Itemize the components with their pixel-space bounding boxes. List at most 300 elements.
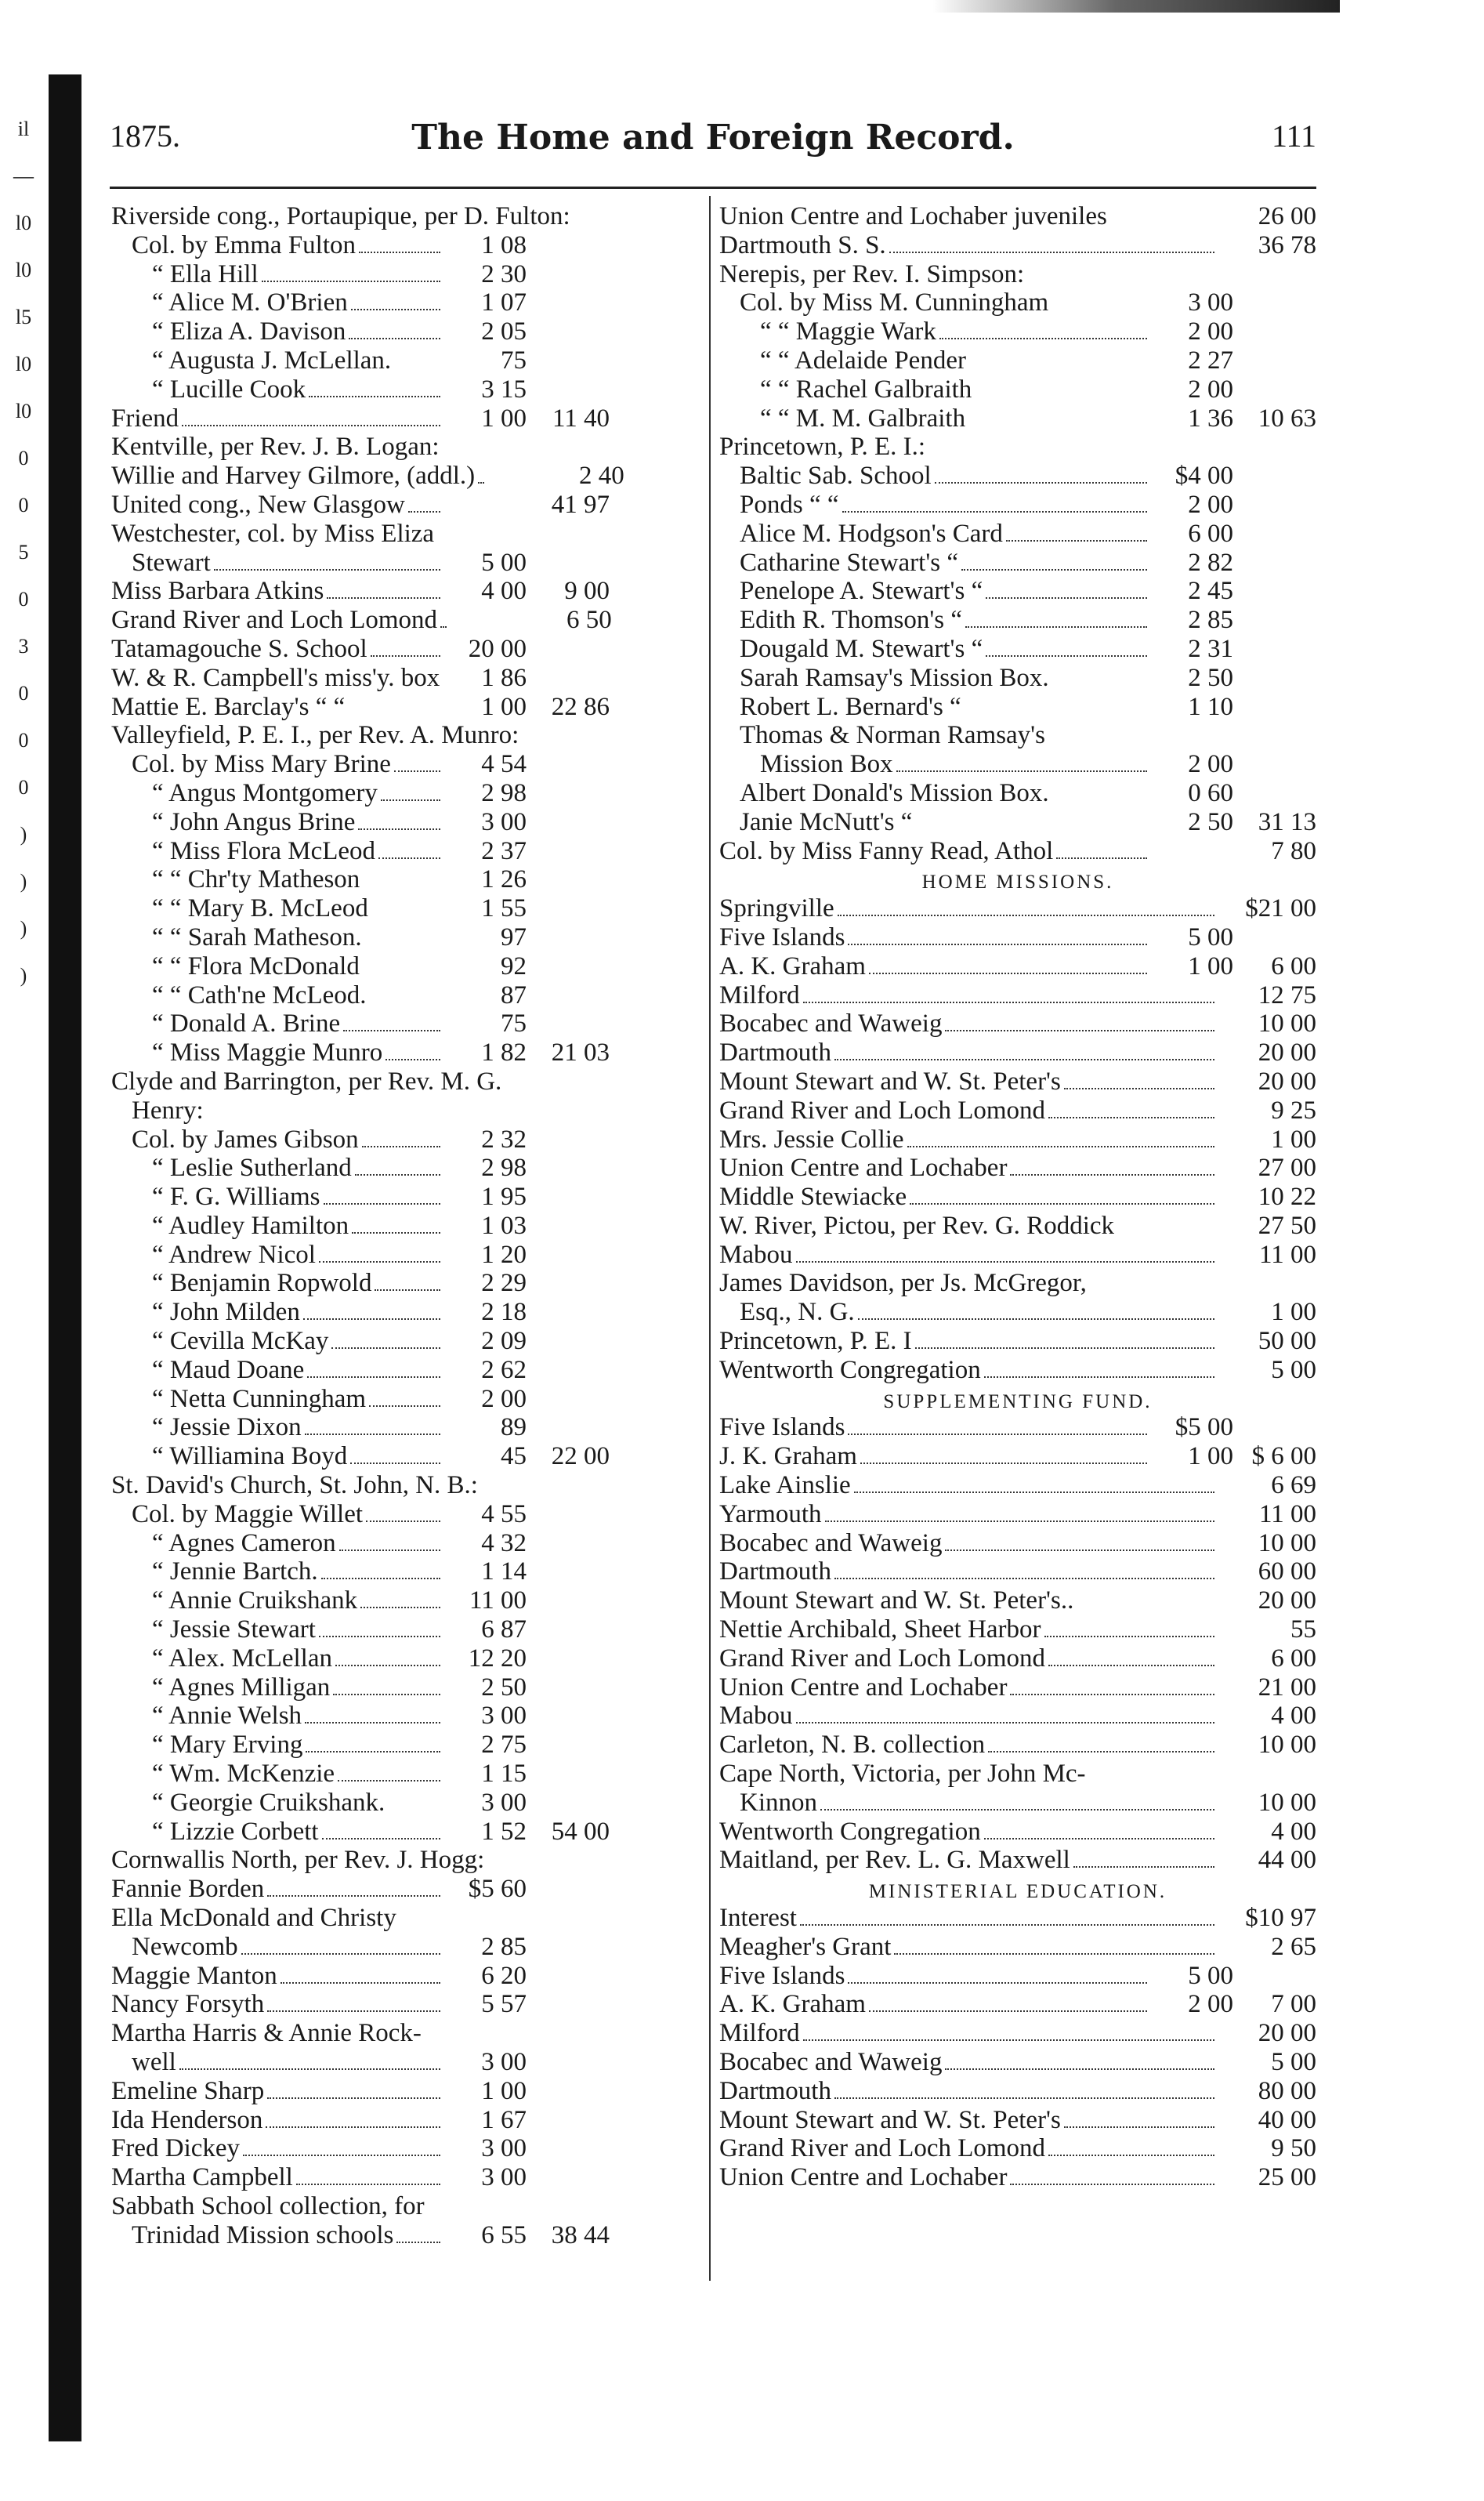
entry-label: W. River, Pictou, per Rev. G. Roddick — [719, 1211, 1115, 1240]
gutter-mark: ) — [20, 823, 27, 846]
dot-leader — [834, 1578, 1214, 1579]
dot-leader — [848, 1434, 1147, 1435]
entry-label: Mount Stewart and W. St. Peter's.. — [719, 1586, 1074, 1615]
dot-leader — [179, 2068, 440, 2070]
dot-leader — [860, 1463, 1147, 1464]
dot-leader — [362, 1146, 440, 1147]
amount-cell: 75 — [501, 346, 527, 375]
dot-leader — [331, 1347, 440, 1349]
amount-cell: 27 00 — [1258, 1154, 1316, 1183]
entry-label: well — [132, 2048, 176, 2076]
dot-leader — [796, 1722, 1215, 1724]
entry-label: Ponds “ “ — [740, 490, 839, 519]
entry-label: Miss Barbara Atkins — [111, 577, 324, 606]
ledger-row — [111, 1933, 693, 1962]
entry-label: Cornwallis North, per Rev. J. Hogg: — [111, 1846, 485, 1875]
amount-cell: 11 40 — [552, 404, 610, 433]
entry-label: “ Wm. McKenzie — [152, 1760, 335, 1789]
ledger-row — [111, 346, 693, 375]
dot-leader — [1006, 540, 1147, 542]
ledger-row — [719, 1096, 1316, 1125]
ledger-row — [719, 837, 1316, 866]
dot-leader — [327, 597, 440, 599]
dot-leader — [381, 799, 440, 801]
amount-cell: 2 00 — [1188, 375, 1233, 404]
gutter-mark: ) — [20, 870, 27, 893]
dot-leader — [321, 1578, 440, 1579]
ledger-row — [111, 577, 693, 606]
amount-cell: 25 00 — [1258, 2163, 1316, 2192]
ledger-row — [111, 288, 693, 317]
entry-label: Fred Dickey — [111, 2134, 241, 2163]
dot-leader — [349, 338, 440, 339]
dot-leader — [305, 1722, 440, 1724]
dot-leader — [351, 309, 440, 310]
ledger-row — [719, 520, 1316, 549]
amount-cell: 5 00 — [1271, 1355, 1316, 1384]
ledger-row — [719, 1009, 1316, 1038]
amount-cell: 2 32 — [481, 1125, 527, 1154]
entry-label: Mission Box — [760, 750, 893, 779]
dot-leader — [267, 1895, 440, 1897]
ledger-row — [719, 1962, 1316, 1991]
gutter-mark: l0 — [15, 259, 32, 281]
entry-label: “ Jennie Bartch. — [152, 1557, 318, 1586]
entry-label: Riverside cong., Portaupique, per D. Fulton: — [111, 202, 570, 230]
entry-label: Five Islands — [719, 1961, 845, 1990]
entry-label: Edith R. Thomson's “ — [740, 606, 963, 635]
entry-label: “ “ Rachel Galbraith — [760, 375, 972, 404]
amount-cell: 2 98 — [481, 1154, 527, 1183]
dot-leader — [945, 1550, 1214, 1551]
ledger-row — [719, 1067, 1316, 1096]
amount-cell: 2 31 — [1188, 634, 1233, 663]
dot-leader — [375, 1289, 440, 1291]
entry-label: “ Jessie Stewart — [152, 1615, 316, 1644]
dot-leader — [889, 252, 1214, 253]
page-number: 111 — [1271, 118, 1316, 154]
entry-label: Emeline Sharp — [111, 2076, 265, 2105]
entry-label: “ “ Mary B. McLeod — [152, 894, 368, 923]
dot-leader — [858, 1318, 1214, 1320]
amount-cell: 2 98 — [481, 778, 527, 807]
entry-label: “ “ Maggie Wark — [760, 317, 936, 346]
amount-cell: 2 45 — [1188, 577, 1233, 606]
amount-cell: 1 26 — [481, 865, 527, 894]
entry-label: Dartmouth — [719, 2076, 831, 2105]
entry-label: “ “ M. M. Galbraith — [760, 404, 966, 433]
ledger-row — [111, 375, 693, 404]
amount-cell: 2 75 — [481, 1731, 527, 1760]
entry-label: Bocabec and Waweig — [719, 2048, 943, 2076]
amount-cell: 97 — [501, 922, 527, 951]
ledger-row — [111, 2134, 693, 2163]
entry-label: Middle Stewiacke — [719, 1183, 907, 1212]
ledger-row — [719, 2048, 1316, 2077]
amount-cell: 1 15 — [481, 1760, 527, 1789]
entry-label: A. K. Graham — [719, 951, 866, 980]
ledger-row — [719, 894, 1316, 923]
dot-leader — [945, 1030, 1214, 1031]
dot-leader — [834, 2097, 1214, 2099]
dot-leader — [305, 1434, 440, 1435]
entry-label: Union Centre and Lochaber juveniles — [719, 202, 1107, 230]
dot-leader — [907, 1146, 1214, 1147]
entry-label: Yarmouth — [719, 1499, 822, 1528]
amount-cell: 1 36 — [1188, 404, 1233, 433]
left-column — [111, 202, 693, 2250]
amount-cell: 10 00 — [1258, 1528, 1316, 1557]
ledger-row — [719, 1038, 1316, 1067]
amount-cell: 22 86 — [551, 692, 610, 721]
entry-label: “ “ Sarah Matheson. — [152, 922, 362, 951]
dot-leader — [986, 655, 1147, 657]
amount-cell: 2 00 — [481, 1384, 527, 1413]
amount-cell: 10 00 — [1258, 1009, 1316, 1038]
amount-cell: 31 13 — [1258, 807, 1316, 836]
ledger-row — [719, 1212, 1316, 1241]
entry-label: Tatamagouche S. School — [111, 634, 367, 663]
dot-leader — [267, 2010, 440, 2012]
entry-label: Col. by Miss Fanny Read, Athol — [719, 836, 1054, 865]
ledger-row — [719, 808, 1316, 837]
ledger-row — [111, 865, 693, 894]
ledger-row — [719, 1298, 1316, 1327]
dot-leader — [408, 511, 440, 513]
ledger-row — [111, 404, 693, 433]
entry-label: Col. by Miss M. Cunningham — [740, 288, 1049, 317]
entry-label: “ “ Cath'ne McLeod. — [152, 980, 367, 1009]
amount-cell: 4 00 — [481, 577, 527, 606]
dot-leader — [820, 1809, 1214, 1811]
entry-label: Albert Donald's Mission Box. — [740, 778, 1049, 807]
ledger-row — [111, 606, 693, 635]
ledger-row — [111, 1557, 693, 1586]
amount-cell: 1 20 — [481, 1240, 527, 1269]
ledger-row — [111, 952, 693, 981]
gutter-mark: 0 — [18, 447, 29, 469]
entry-label: Five Islands — [719, 922, 845, 951]
amount-cell: 2 18 — [481, 1298, 527, 1327]
amount-cell: 26 00 — [1258, 202, 1316, 230]
entry-label: Union Centre and Lochaber — [719, 1154, 1008, 1183]
dot-leader — [825, 1521, 1214, 1522]
entry-label: Dartmouth — [719, 1557, 831, 1586]
ledger-row — [111, 1586, 693, 1615]
entry-label: “ Mary Erving — [152, 1731, 303, 1760]
ledger-row — [111, 1212, 693, 1241]
dot-leader — [322, 1838, 440, 1840]
dot-leader — [1010, 1174, 1214, 1176]
amount-cell: 2 30 — [481, 259, 527, 288]
ledger-row — [111, 1241, 693, 1270]
dot-leader — [854, 1492, 1214, 1493]
ledger-row — [719, 2163, 1316, 2192]
amount-cell: 5 00 — [1188, 1961, 1233, 1990]
amount-cell: 12 75 — [1258, 980, 1316, 1009]
ledger-row — [111, 1298, 693, 1327]
dot-leader — [1010, 2184, 1214, 2185]
ledger-row — [719, 750, 1316, 779]
amount-cell: $5 00 — [1175, 1413, 1233, 1442]
entry-label: Bocabec and Waweig — [719, 1528, 943, 1557]
amount-cell: 21 03 — [551, 1038, 610, 1067]
amount-cell: 2 50 — [1188, 663, 1233, 692]
amount-cell: 2 00 — [1188, 750, 1233, 779]
ledger-row — [111, 1269, 693, 1298]
entry-label: Ida Henderson — [111, 2105, 263, 2134]
ledger-row — [719, 1990, 1316, 2019]
amount-cell: 3 00 — [481, 1702, 527, 1731]
dot-leader — [360, 1607, 440, 1608]
ledger-row — [719, 1413, 1316, 1442]
amount-cell: 6 00 — [1188, 519, 1233, 548]
amount-cell: 1 86 — [481, 663, 527, 692]
dot-leader — [385, 1059, 440, 1060]
amount-cell: 2 85 — [1188, 606, 1233, 635]
dot-leader — [848, 944, 1147, 945]
entry-label: Westchester, col. by Miss Eliza — [111, 519, 435, 548]
entry-label: Mrs. Jessie Collie — [719, 1125, 904, 1154]
dot-leader — [243, 2155, 440, 2156]
amount-cell: 3 00 — [1188, 288, 1233, 317]
entry-label: Grand River and Loch Lomond — [719, 1096, 1046, 1125]
ledger-row — [111, 1673, 693, 1702]
entry-label: Mabou — [719, 1702, 793, 1731]
ledger-row — [111, 2019, 693, 2048]
dot-leader — [986, 597, 1147, 599]
amount-cell: 10 63 — [1258, 404, 1316, 433]
gutter-mark: 3 — [18, 635, 29, 658]
amount-cell: 7 80 — [1271, 836, 1316, 865]
gutter-marks — [0, 118, 47, 1011]
ledger-row — [111, 923, 693, 952]
entry-label: Grand River and Loch Lomond — [719, 1644, 1046, 1673]
amount-cell: 1 14 — [481, 1557, 527, 1586]
ledger-row — [719, 577, 1316, 606]
ledger-row — [719, 1673, 1316, 1702]
entry-label: St. David's Church, St. John, N. B.: — [111, 1471, 478, 1500]
entry-label: Wentworth Congregation — [719, 1355, 981, 1384]
entry-label: Thomas & Norman Ramsay's — [740, 721, 1045, 750]
amount-cell: 10 00 — [1258, 1731, 1316, 1760]
amount-cell: $5 60 — [468, 1875, 527, 1904]
entry-label: Friend — [111, 404, 179, 433]
ledger-row — [719, 1702, 1316, 1731]
entry-label: Mount Stewart and W. St. Peter's — [719, 1067, 1061, 1096]
amount-cell: $10 97 — [1245, 1904, 1316, 1933]
amount-cell: 2 00 — [1188, 490, 1233, 519]
ledger-row — [111, 1644, 693, 1673]
ledger-row — [719, 1356, 1316, 1385]
entry-label: Penelope A. Stewart's “ — [740, 577, 983, 606]
entry-label: Col. by Maggie Willet — [132, 1499, 364, 1528]
entry-label: “ Augusta J. McLellan. — [152, 346, 392, 375]
dot-leader — [359, 252, 440, 253]
entry-label: “ Donald A. Brine — [152, 1009, 341, 1038]
ledger-row — [111, 721, 693, 750]
section-heading: SUPPLEMENTING FUND. — [883, 1390, 1153, 1412]
ledger-row — [111, 1529, 693, 1558]
dot-leader — [984, 1376, 1214, 1378]
entry-label: Nerepis, per Rev. I. Simpson: — [719, 259, 1025, 288]
amount-cell: 38 44 — [551, 2220, 610, 2249]
ledger-row — [719, 1731, 1316, 1760]
entry-label: Bocabec and Waweig — [719, 1009, 943, 1038]
ledger-row — [111, 2077, 693, 2106]
entry-label: Dougald M. Stewart's “ — [740, 634, 983, 663]
gutter-mark: 0 — [18, 588, 29, 611]
dot-leader — [350, 1463, 440, 1464]
amount-cell: 4 55 — [481, 1499, 527, 1528]
ledger-row — [111, 1904, 693, 1933]
ledger-row — [719, 2019, 1316, 2048]
dot-leader — [307, 1376, 440, 1378]
column-divider — [709, 196, 711, 2281]
ledger-row — [111, 981, 693, 1010]
ledger-row — [111, 491, 693, 520]
amount-cell: 20 00 — [1258, 1038, 1316, 1067]
entry-label: Nancy Forsyth — [111, 1990, 265, 2019]
ledger-row — [719, 1125, 1316, 1154]
entry-label: Milford — [719, 980, 800, 1009]
ledger-row — [719, 952, 1316, 981]
entry-label: “ Miss Flora McLeod — [152, 836, 376, 865]
ledger-row — [719, 1644, 1316, 1673]
amount-cell: 2 40 — [578, 462, 624, 491]
ledger-row — [111, 462, 693, 491]
ledger-row — [111, 1067, 693, 1096]
ledger-row — [111, 2221, 693, 2250]
dot-leader — [894, 1953, 1214, 1955]
amount-cell: 1 00 — [481, 2076, 527, 2105]
entry-label: Princetown, P. E. I.: — [719, 433, 926, 462]
amount-cell: $ 6 00 — [1251, 1442, 1316, 1471]
dot-leader — [796, 1261, 1215, 1263]
entry-label: A. K. Graham — [719, 1990, 866, 2019]
amount-cell: 4 32 — [481, 1528, 527, 1557]
amount-cell: 1 67 — [481, 2105, 527, 2134]
dot-leader — [267, 2097, 440, 2099]
ledger-row — [111, 1009, 693, 1038]
entry-label: “ Alice M. O'Brien — [152, 288, 348, 317]
amount-cell: 6 55 — [481, 2220, 527, 2249]
amount-cell: 9 50 — [1271, 2134, 1316, 2163]
entry-label: Meagher's Grant — [719, 1932, 892, 1961]
amount-cell: 20 00 — [1258, 1586, 1316, 1615]
entry-label: Union Centre and Lochaber — [719, 2163, 1008, 2192]
amount-cell: 9 25 — [1271, 1096, 1316, 1125]
amount-cell: 3 00 — [481, 807, 527, 836]
ledger-row — [719, 288, 1316, 317]
entry-label: Nettie Archibald, Sheet Harbor — [719, 1615, 1041, 1644]
gutter-mark: — — [13, 165, 34, 187]
ledger-row — [111, 1413, 693, 1442]
entry-label: Stewart — [132, 548, 211, 577]
amount-cell: 6 00 — [1271, 1644, 1316, 1673]
ledger-row — [111, 1500, 693, 1529]
entry-label: “ Benjamin Ropwold — [152, 1269, 372, 1298]
ledger-row — [111, 260, 693, 289]
gutter-mark: 5 — [18, 541, 29, 564]
dot-leader — [338, 1780, 440, 1782]
amount-cell: 2 82 — [1188, 548, 1233, 577]
entry-label: “ Jessie Dixon — [152, 1413, 302, 1442]
ledger-row — [719, 635, 1316, 664]
amount-cell: 89 — [501, 1413, 527, 1442]
amount-cell: 1 00 — [481, 692, 527, 721]
entry-label: “ Lizzie Corbett — [152, 1817, 319, 1846]
amount-cell: 2 27 — [1188, 346, 1233, 375]
dot-leader — [378, 857, 440, 859]
amount-cell: 20 00 — [1258, 2019, 1316, 2048]
entry-label: “ Annie Cruikshank — [152, 1586, 358, 1615]
entry-label: “ Annie Welsh — [152, 1702, 302, 1731]
ledger-row — [719, 1154, 1316, 1183]
entry-label: Maitland, per Rev. L. G. Maxwell — [719, 1846, 1070, 1875]
page-header — [110, 118, 1316, 165]
entry-label: “ Cevilla McKay — [152, 1327, 329, 1356]
ledger-row — [719, 404, 1316, 433]
amount-cell: 4 00 — [1271, 1702, 1316, 1731]
header-year: 1875. — [110, 118, 180, 154]
entry-label: Mount Stewart and W. St. Peter's — [719, 2105, 1061, 2134]
ledger-row — [719, 1183, 1316, 1212]
ledger-row — [111, 1990, 693, 2019]
entry-label: “ Angus Montgomery — [152, 778, 378, 807]
amount-cell: 80 00 — [1258, 2076, 1316, 2105]
ledger-row — [111, 231, 693, 260]
entry-label: “ “ Flora McDonald — [152, 951, 360, 980]
dot-leader — [1064, 2126, 1214, 2128]
amount-cell: 1 03 — [481, 1211, 527, 1240]
entry-label: Mattie E. Barclay's “ “ — [111, 692, 346, 721]
amount-cell: 2 50 — [1188, 807, 1233, 836]
entry-label: “ Netta Cunningham — [152, 1384, 367, 1413]
entry-label: Lake Ainslie — [719, 1471, 851, 1500]
ledger-row — [719, 1529, 1316, 1558]
entry-label: “ Audley Hamilton — [152, 1211, 349, 1240]
ledger-row — [111, 750, 693, 779]
gutter-mark: 0 — [18, 682, 29, 705]
amount-cell: 3 00 — [481, 2134, 527, 2163]
amount-cell: 1 52 — [481, 1817, 527, 1846]
amount-cell: 87 — [501, 980, 527, 1009]
header-rule — [110, 187, 1316, 189]
dot-leader — [262, 281, 440, 282]
ledger-row — [111, 1038, 693, 1067]
ledger-row — [719, 491, 1316, 520]
entry-label: “ Georgie Cruikshank. — [152, 1788, 385, 1817]
ledger-row — [719, 1818, 1316, 1847]
ledger-row — [719, 462, 1316, 491]
amount-cell: 3 15 — [481, 375, 527, 404]
amount-cell: 44 00 — [1258, 1846, 1316, 1875]
amount-cell: 1 00 — [1271, 1298, 1316, 1327]
entry-label: Col. by James Gibson — [132, 1125, 359, 1154]
entry-label: Catharine Stewart's “ — [740, 548, 959, 577]
gutter-mark: 0 — [18, 729, 29, 752]
amount-cell: 1 95 — [481, 1183, 527, 1212]
dot-leader — [281, 1982, 440, 1984]
dot-leader — [309, 396, 440, 397]
entry-label: Wentworth Congregation — [719, 1817, 981, 1846]
ledger-row — [719, 317, 1316, 346]
gutter-mark: l5 — [15, 306, 32, 328]
dot-leader — [266, 2126, 440, 2128]
amount-cell: 50 00 — [1258, 1327, 1316, 1356]
entry-label: “ “ Adelaide Pender — [760, 346, 966, 375]
